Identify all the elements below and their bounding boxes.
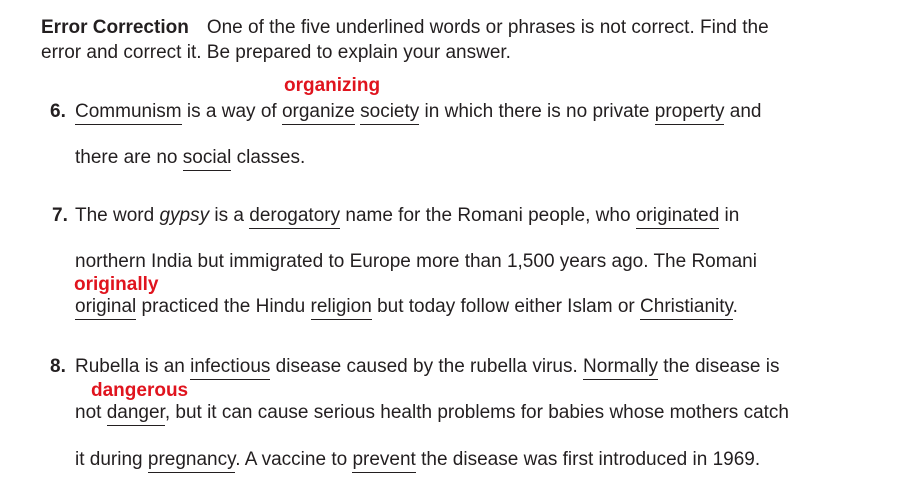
item-8-line-1 [50, 356, 779, 378]
text-segment: is a [209, 205, 250, 226]
correction-item-7: originally [74, 274, 159, 295]
text-segment: . A vaccine to [235, 449, 353, 470]
item-number: 7. [52, 205, 68, 226]
correction-item-6: organizing [284, 75, 381, 96]
underlined-phrase: pregnancy [148, 449, 235, 473]
text-segment: northern India but immigrated to Europe more than 1,500 years ago. The Romani [75, 251, 757, 272]
underlined-phrase-error: organize [282, 101, 355, 125]
item-number: 8. [50, 356, 66, 377]
item-6-line-2 [75, 147, 305, 169]
text-segment: practiced the Hindu [136, 296, 311, 317]
text-segment: in [719, 205, 740, 226]
underlined-phrase: derogatory [249, 205, 340, 229]
underlined-phrase-error: original [75, 296, 136, 320]
item-8-line-3 [75, 449, 760, 471]
italic-term: gypsy [159, 205, 210, 226]
section-title: Error Correction [41, 17, 189, 38]
correction-item-8: dangerous [91, 380, 189, 401]
underlined-phrase: infectious [190, 356, 270, 380]
underlined-phrase: Normally [583, 356, 658, 380]
instructions-line-2 [41, 42, 511, 64]
text-segment: the disease is [657, 356, 780, 377]
item-8-line-2 [75, 402, 789, 424]
instructions-text-2: error and correct it. Be prepared to explain your answer. [41, 42, 511, 63]
text-segment: it during [75, 449, 148, 470]
text-segment: Rubella is an [75, 356, 191, 377]
text-segment: . [732, 296, 738, 317]
item-6-line-1 [50, 101, 761, 123]
item-number: 6. [50, 101, 66, 122]
text-segment: not [75, 402, 107, 423]
underlined-phrase-error: danger [107, 402, 165, 426]
item-7-line-3 [75, 296, 738, 318]
text-segment: and [724, 101, 762, 122]
item-7-line-2 [75, 251, 757, 273]
text-segment: The word [75, 205, 160, 226]
underlined-phrase: Communism [75, 101, 182, 125]
underlined-phrase: society [360, 101, 419, 125]
text-segment: name for the Romani people, who [340, 205, 636, 226]
instructions-text-1: One of the five underlined words or phrases is not correct. Find the [206, 17, 769, 38]
underlined-phrase: prevent [352, 449, 415, 473]
text-segment: is a way of [181, 101, 282, 122]
text-segment: , but it can cause serious health problems for babies whose mothers catch [164, 402, 789, 423]
underlined-phrase: religion [311, 296, 372, 320]
underlined-phrase: Christianity [640, 296, 733, 320]
text-segment: but today follow either Islam or [371, 296, 641, 317]
text-segment: disease caused by the rubella virus. [270, 356, 584, 377]
instructions-line-1 [41, 17, 769, 39]
underlined-phrase: social [183, 147, 232, 171]
underlined-phrase: originated [636, 205, 719, 229]
text-segment: classes. [231, 147, 306, 168]
text-segment: the disease was first introduced in 1969. [415, 449, 761, 470]
underlined-phrase: property [655, 101, 725, 125]
text-segment: there are no [75, 147, 183, 168]
item-7-line-1 [52, 205, 739, 227]
text-segment: in which there is no private [419, 101, 655, 122]
